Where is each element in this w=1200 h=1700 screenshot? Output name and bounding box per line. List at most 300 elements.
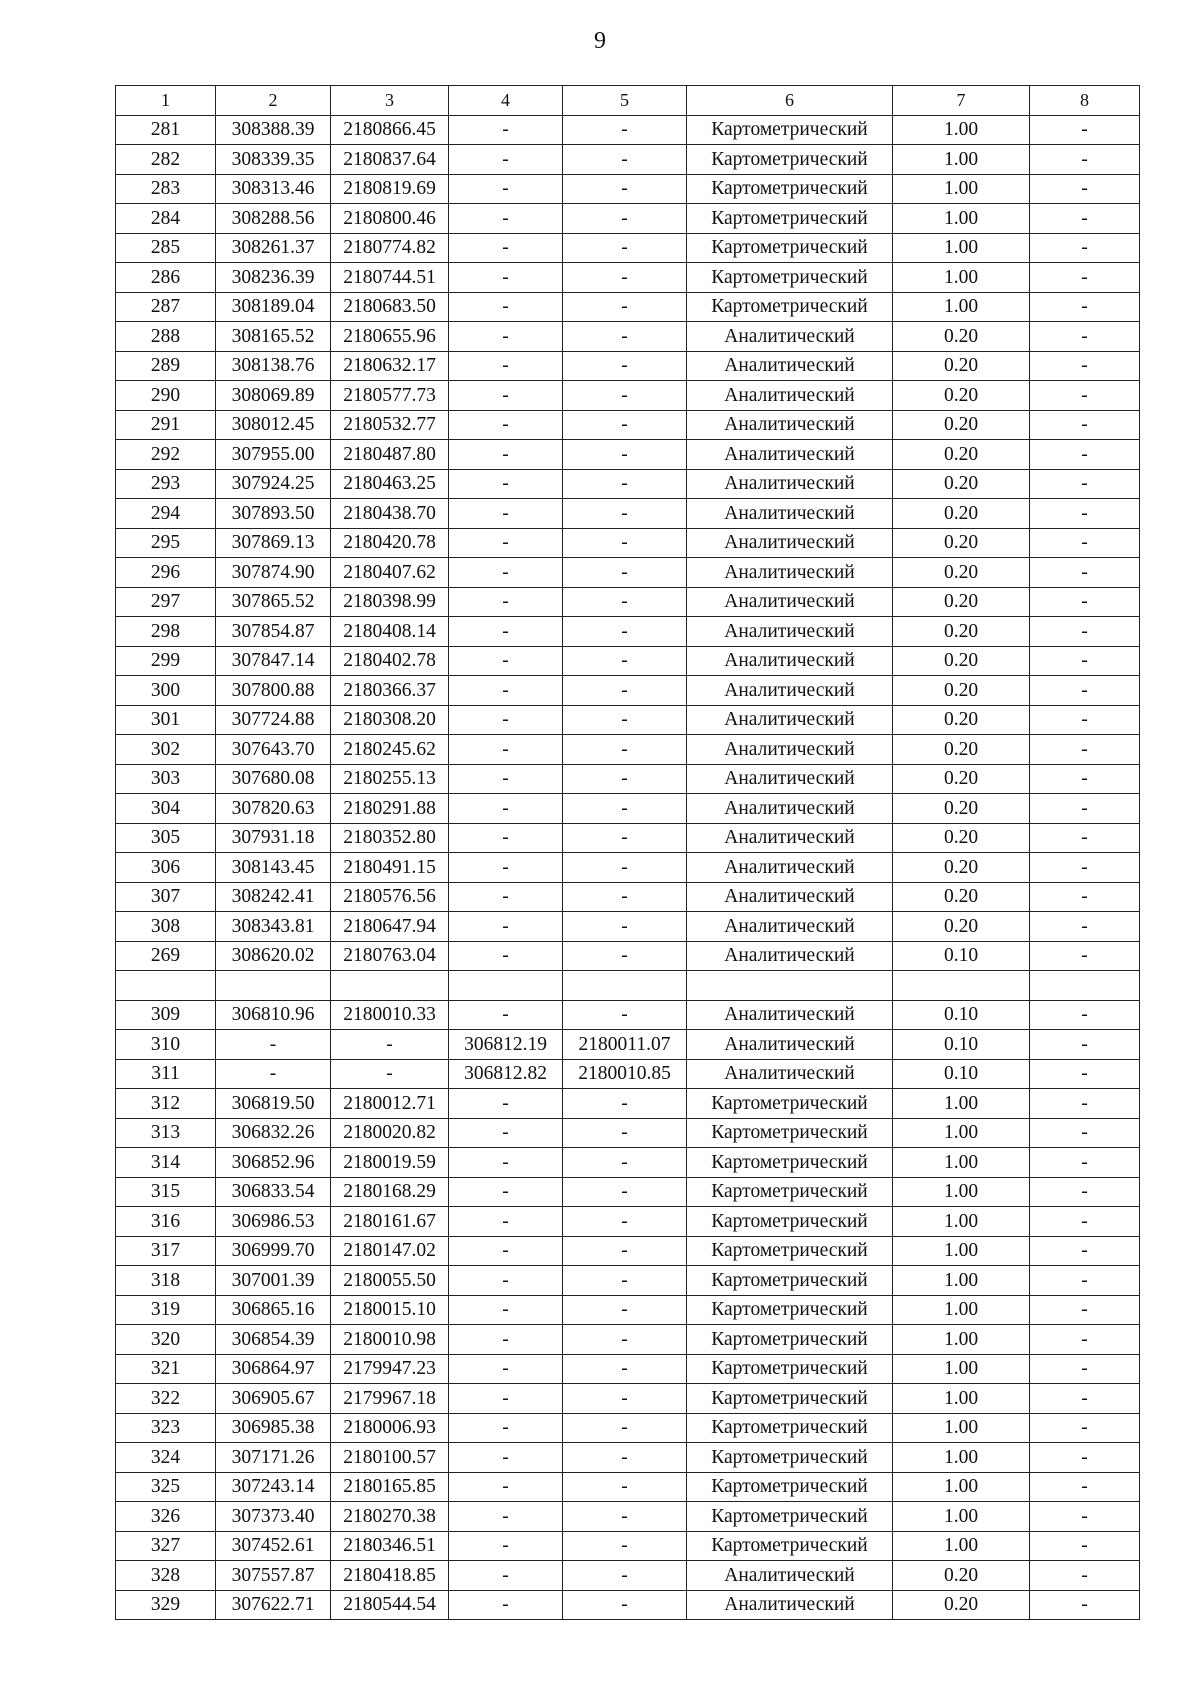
table-cell: 308143.45 (216, 853, 331, 883)
table-cell: - (1030, 1059, 1140, 1089)
table-cell: - (449, 764, 563, 794)
table-cell: - (563, 233, 687, 263)
table-cell: 1.00 (893, 1443, 1030, 1473)
table-cell: - (449, 558, 563, 588)
table-cell: Аналитический (687, 764, 893, 794)
table-cell: 308236.39 (216, 263, 331, 293)
table-row (116, 1384, 1140, 1414)
table-cell: - (563, 1177, 687, 1207)
table-cell: 307854.87 (216, 617, 331, 647)
table-cell: - (449, 233, 563, 263)
table-cell: - (449, 292, 563, 322)
table-cell: 1.00 (893, 1236, 1030, 1266)
table-cell: - (449, 676, 563, 706)
table-cell: - (449, 735, 563, 765)
table-cell: 2180438.70 (331, 499, 449, 529)
table-cell: 0.20 (893, 882, 1030, 912)
table-cell: - (563, 912, 687, 942)
table-cell: - (563, 882, 687, 912)
table-cell (331, 971, 449, 1001)
table-cell: - (1030, 1502, 1140, 1532)
table-cell: - (449, 263, 563, 293)
table-cell: - (1030, 1384, 1140, 1414)
table-cell: 306 (116, 853, 216, 883)
table-cell: Аналитический (687, 617, 893, 647)
table-cell: Аналитический (687, 1590, 893, 1620)
table-cell: 0.20 (893, 410, 1030, 440)
table-cell: 306852.96 (216, 1148, 331, 1178)
table-row (116, 971, 1140, 1001)
table-cell: - (216, 1030, 331, 1060)
table-cell: 306986.53 (216, 1207, 331, 1237)
table-cell: 1.00 (893, 1118, 1030, 1148)
table-cell: - (1030, 322, 1140, 352)
table-cell: 2180683.50 (331, 292, 449, 322)
page-number: 9 (594, 28, 606, 54)
table-cell: 1.00 (893, 1207, 1030, 1237)
table-cell: - (1030, 263, 1140, 293)
table-cell: 289 (116, 351, 216, 381)
table-cell: 2180168.29 (331, 1177, 449, 1207)
table-cell: 2180532.77 (331, 410, 449, 440)
table-cell: - (563, 263, 687, 293)
table-cell: - (1030, 1148, 1140, 1178)
table-cell: 308189.04 (216, 292, 331, 322)
table-cell: - (563, 646, 687, 676)
table-cell: 292 (116, 440, 216, 470)
table-cell: 1.00 (893, 1148, 1030, 1178)
table-cell: 0.20 (893, 1561, 1030, 1591)
column-header: 8 (1030, 86, 1140, 116)
table-row (116, 1295, 1140, 1325)
table-row (116, 646, 1140, 676)
table-cell: 2180010.33 (331, 1000, 449, 1030)
table-row (116, 1030, 1140, 1060)
table-cell: 307820.63 (216, 794, 331, 824)
table-cell: 306905.67 (216, 1384, 331, 1414)
table-cell: 2180308.20 (331, 705, 449, 735)
table-cell: 326 (116, 1502, 216, 1532)
table-cell: - (563, 1148, 687, 1178)
column-header: 4 (449, 86, 563, 116)
table-row (116, 1325, 1140, 1355)
table-cell: 297 (116, 587, 216, 617)
table-cell: 2180819.69 (331, 174, 449, 204)
table-cell: - (563, 1089, 687, 1119)
table-cell: - (1030, 1177, 1140, 1207)
table-cell: 1.00 (893, 1472, 1030, 1502)
table-cell: - (1030, 1030, 1140, 1060)
table-cell: 307931.18 (216, 823, 331, 853)
table-cell: Аналитический (687, 410, 893, 440)
table-cell: 316 (116, 1207, 216, 1237)
table-cell: Аналитический (687, 440, 893, 470)
table-cell: 2180407.62 (331, 558, 449, 588)
table-cell: Картометрический (687, 1236, 893, 1266)
table-cell: 308069.89 (216, 381, 331, 411)
table-cell: Картометрический (687, 1354, 893, 1384)
table-cell: 1.00 (893, 1177, 1030, 1207)
table-cell: - (449, 381, 563, 411)
table-cell: - (563, 853, 687, 883)
table-cell: 2180245.62 (331, 735, 449, 765)
table-cell: - (449, 145, 563, 175)
table-cell: - (563, 1590, 687, 1620)
table-cell: - (1030, 1561, 1140, 1591)
table-row (116, 292, 1140, 322)
table-cell: - (1030, 381, 1140, 411)
table-cell: - (1030, 1266, 1140, 1296)
table-cell: - (563, 528, 687, 558)
table-cell: 306865.16 (216, 1295, 331, 1325)
table-cell: 287 (116, 292, 216, 322)
table-cell: 2180744.51 (331, 263, 449, 293)
table-cell: 307800.88 (216, 676, 331, 706)
table-cell: 308 (116, 912, 216, 942)
table-cell: Аналитический (687, 351, 893, 381)
table-cell: 0.20 (893, 853, 1030, 883)
table-cell: - (449, 1000, 563, 1030)
column-header: 7 (893, 86, 1030, 116)
column-header: 5 (563, 86, 687, 116)
table-cell: 1.00 (893, 1089, 1030, 1119)
table-row (116, 705, 1140, 735)
table-cell: - (1030, 528, 1140, 558)
table-cell: 307924.25 (216, 469, 331, 499)
table-cell: Картометрический (687, 1207, 893, 1237)
table-cell: 306832.26 (216, 1118, 331, 1148)
table-cell: 308012.45 (216, 410, 331, 440)
table-cell: - (563, 1236, 687, 1266)
table-cell: - (449, 1177, 563, 1207)
table-row (116, 882, 1140, 912)
table-row (116, 410, 1140, 440)
table-cell: - (1030, 469, 1140, 499)
table-cell: - (449, 1413, 563, 1443)
table-cell: - (1030, 1236, 1140, 1266)
table-cell: 2180270.38 (331, 1502, 449, 1532)
table-row (116, 1590, 1140, 1620)
table-cell: 1.00 (893, 263, 1030, 293)
table-row (116, 676, 1140, 706)
table-cell: 319 (116, 1295, 216, 1325)
table-cell: - (563, 292, 687, 322)
table-cell: 313 (116, 1118, 216, 1148)
table-cell: 2180015.10 (331, 1295, 449, 1325)
table-cell: 308343.81 (216, 912, 331, 942)
table-cell: - (449, 1148, 563, 1178)
table-cell: Картометрический (687, 115, 893, 145)
table-cell: 0.10 (893, 1030, 1030, 1060)
table-cell: 2180837.64 (331, 145, 449, 175)
table-cell: - (563, 322, 687, 352)
table-cell: 282 (116, 145, 216, 175)
table-cell: 1.00 (893, 1384, 1030, 1414)
table-cell: 0.20 (893, 351, 1030, 381)
table-cell: - (1030, 912, 1140, 942)
table-cell: 2180255.13 (331, 764, 449, 794)
table-cell: 2180012.71 (331, 1089, 449, 1119)
table-cell: - (563, 1502, 687, 1532)
table-cell: - (449, 1443, 563, 1473)
table-cell: - (449, 853, 563, 883)
table-cell: - (449, 1118, 563, 1148)
table-cell: - (563, 705, 687, 735)
table-row (116, 1443, 1140, 1473)
table-cell: - (563, 145, 687, 175)
table-row (116, 351, 1140, 381)
table-cell: Картометрический (687, 1325, 893, 1355)
table-cell: 2180100.57 (331, 1443, 449, 1473)
table-cell: 308339.35 (216, 145, 331, 175)
table-cell: - (449, 941, 563, 971)
table-cell: Картометрический (687, 1089, 893, 1119)
table-cell: - (563, 499, 687, 529)
table-cell: 306810.96 (216, 1000, 331, 1030)
table-cell: Аналитический (687, 823, 893, 853)
table-cell: - (1030, 646, 1140, 676)
table-cell: 2180161.67 (331, 1207, 449, 1237)
table-row (116, 322, 1140, 352)
table-cell: Картометрический (687, 1118, 893, 1148)
table-cell: 314 (116, 1148, 216, 1178)
table-cell: - (563, 1325, 687, 1355)
table-cell: 290 (116, 381, 216, 411)
table-row (116, 1000, 1140, 1030)
table-cell: 307869.13 (216, 528, 331, 558)
table-row (116, 381, 1140, 411)
table-cell: 306812.82 (449, 1059, 563, 1089)
table-cell: 2180346.51 (331, 1531, 449, 1561)
table-cell: - (449, 1236, 563, 1266)
table-cell: Аналитический (687, 1000, 893, 1030)
table-cell: - (1030, 351, 1140, 381)
table-cell: 1.00 (893, 1266, 1030, 1296)
table-cell: - (1030, 735, 1140, 765)
table-cell: - (331, 1059, 449, 1089)
table-cell: 308165.52 (216, 322, 331, 352)
table-cell: 1.00 (893, 292, 1030, 322)
table-cell: 0.20 (893, 705, 1030, 735)
table-cell: - (1030, 410, 1140, 440)
table-cell: 320 (116, 1325, 216, 1355)
table-cell: 307724.88 (216, 705, 331, 735)
table-cell: 308288.56 (216, 204, 331, 234)
table-cell: - (563, 823, 687, 853)
table-cell: - (563, 617, 687, 647)
table-cell: 269 (116, 941, 216, 971)
table-row (116, 263, 1140, 293)
table-cell: - (1030, 440, 1140, 470)
table-cell: 2180019.59 (331, 1148, 449, 1178)
table-cell: 300 (116, 676, 216, 706)
table-cell: Картометрический (687, 1531, 893, 1561)
table-cell: 1.00 (893, 145, 1030, 175)
table-cell: Картометрический (687, 1413, 893, 1443)
table-cell: - (449, 322, 563, 352)
table-row (116, 233, 1140, 263)
table-cell: 0.10 (893, 1000, 1030, 1030)
table-cell: - (1030, 764, 1140, 794)
table-cell: 328 (116, 1561, 216, 1591)
table-cell: - (449, 410, 563, 440)
table-cell: 0.10 (893, 941, 1030, 971)
table-cell: Аналитический (687, 1561, 893, 1591)
table-cell: Аналитический (687, 1030, 893, 1060)
table-cell: 308313.46 (216, 174, 331, 204)
table-cell: - (331, 1030, 449, 1060)
table-cell: 2180418.85 (331, 1561, 449, 1591)
table-cell: 307373.40 (216, 1502, 331, 1532)
table-cell: - (1030, 233, 1140, 263)
table-cell: 2179967.18 (331, 1384, 449, 1414)
table-cell: - (1030, 1118, 1140, 1148)
table-cell: 0.20 (893, 912, 1030, 942)
table-cell: 0.20 (893, 499, 1030, 529)
table-cell: - (449, 1325, 563, 1355)
table-cell: Аналитический (687, 558, 893, 588)
table-cell: Аналитический (687, 853, 893, 883)
table-cell: 306864.97 (216, 1354, 331, 1384)
table-cell: - (563, 1207, 687, 1237)
table-cell: Картометрический (687, 233, 893, 263)
table-cell: - (1030, 145, 1140, 175)
table-cell: Аналитический (687, 499, 893, 529)
table-cell: 308242.41 (216, 882, 331, 912)
table-cell: - (1030, 499, 1140, 529)
table-cell: Аналитический (687, 794, 893, 824)
table-cell: - (563, 735, 687, 765)
table-cell: 2180055.50 (331, 1266, 449, 1296)
table-cell: 307865.52 (216, 587, 331, 617)
table-cell: 284 (116, 204, 216, 234)
table-row (116, 499, 1140, 529)
table-cell: 329 (116, 1590, 216, 1620)
table-cell: Аналитический (687, 646, 893, 676)
table-row (116, 912, 1140, 942)
table-cell: - (1030, 204, 1140, 234)
table-row (116, 1354, 1140, 1384)
table-cell: 283 (116, 174, 216, 204)
table-cell: 301 (116, 705, 216, 735)
table-cell: 1.00 (893, 233, 1030, 263)
table-cell: 307243.14 (216, 1472, 331, 1502)
table-cell: - (1030, 705, 1140, 735)
table-row (116, 115, 1140, 145)
table-cell: - (1030, 1295, 1140, 1325)
table-cell: - (1030, 174, 1140, 204)
table-cell: 2179947.23 (331, 1354, 449, 1384)
table-cell: Аналитический (687, 705, 893, 735)
table-cell: 0.20 (893, 764, 1030, 794)
table-cell: 308620.02 (216, 941, 331, 971)
table-cell: Аналитический (687, 1059, 893, 1089)
header-row (116, 86, 1140, 116)
table-cell: 306833.54 (216, 1177, 331, 1207)
table-cell: - (449, 587, 563, 617)
table-cell: 307001.39 (216, 1266, 331, 1296)
table-cell (449, 971, 563, 1001)
table-cell: 288 (116, 322, 216, 352)
table-cell: - (1030, 1207, 1140, 1237)
table-cell: - (563, 1384, 687, 1414)
table-cell: - (1030, 1325, 1140, 1355)
table-cell: 0.20 (893, 794, 1030, 824)
table-cell: 311 (116, 1059, 216, 1089)
table-row (116, 469, 1140, 499)
table-cell: 296 (116, 558, 216, 588)
table-cell: 318 (116, 1266, 216, 1296)
table-cell: 2180010.85 (563, 1059, 687, 1089)
table-cell: 2180544.54 (331, 1590, 449, 1620)
table-cell: 2180774.82 (331, 233, 449, 263)
table-cell: - (449, 1266, 563, 1296)
table-cell: Картометрический (687, 1295, 893, 1325)
table-cell: - (449, 1354, 563, 1384)
table-cell: - (563, 351, 687, 381)
table-cell: 310 (116, 1030, 216, 1060)
table-cell: 306985.38 (216, 1413, 331, 1443)
table-cell: - (449, 1207, 563, 1237)
table-cell (563, 971, 687, 1001)
table-row (116, 617, 1140, 647)
table-cell: 1.00 (893, 1325, 1030, 1355)
table-row (116, 764, 1140, 794)
table-cell: - (563, 794, 687, 824)
table-cell: 307643.70 (216, 735, 331, 765)
table-cell: 295 (116, 528, 216, 558)
table-cell: - (449, 1472, 563, 1502)
table-cell: - (1030, 676, 1140, 706)
table-cell: Картометрический (687, 1472, 893, 1502)
table-cell: - (449, 174, 563, 204)
table-cell: - (1030, 292, 1140, 322)
table-cell: 323 (116, 1413, 216, 1443)
table-cell: - (563, 1295, 687, 1325)
table-cell: 1.00 (893, 1502, 1030, 1532)
table-cell: - (563, 1472, 687, 1502)
table-cell: - (449, 499, 563, 529)
table-row (116, 941, 1140, 971)
table-cell: 2180632.17 (331, 351, 449, 381)
table-cell: 307622.71 (216, 1590, 331, 1620)
table-cell: 2180006.93 (331, 1413, 449, 1443)
table-cell: 1.00 (893, 1413, 1030, 1443)
table-cell: Аналитический (687, 882, 893, 912)
table-row (116, 1531, 1140, 1561)
table-cell: 2180147.02 (331, 1236, 449, 1266)
table-cell: - (563, 1413, 687, 1443)
table-cell: 2180352.80 (331, 823, 449, 853)
table-cell: - (1030, 587, 1140, 617)
table-cell: 327 (116, 1531, 216, 1561)
table-cell: Картометрический (687, 263, 893, 293)
table-cell: 0.20 (893, 823, 1030, 853)
table-row (116, 1148, 1140, 1178)
column-header: 3 (331, 86, 449, 116)
table-cell: - (1030, 1354, 1140, 1384)
table-row (116, 1266, 1140, 1296)
table-cell: Картометрический (687, 204, 893, 234)
coordinates-table (115, 85, 1140, 1620)
table-cell: - (563, 1354, 687, 1384)
table-cell: 0.20 (893, 322, 1030, 352)
table-cell: 305 (116, 823, 216, 853)
table-cell: - (563, 587, 687, 617)
table-cell: - (449, 1295, 563, 1325)
table-cell: Аналитический (687, 941, 893, 971)
table-cell: Картометрический (687, 1148, 893, 1178)
